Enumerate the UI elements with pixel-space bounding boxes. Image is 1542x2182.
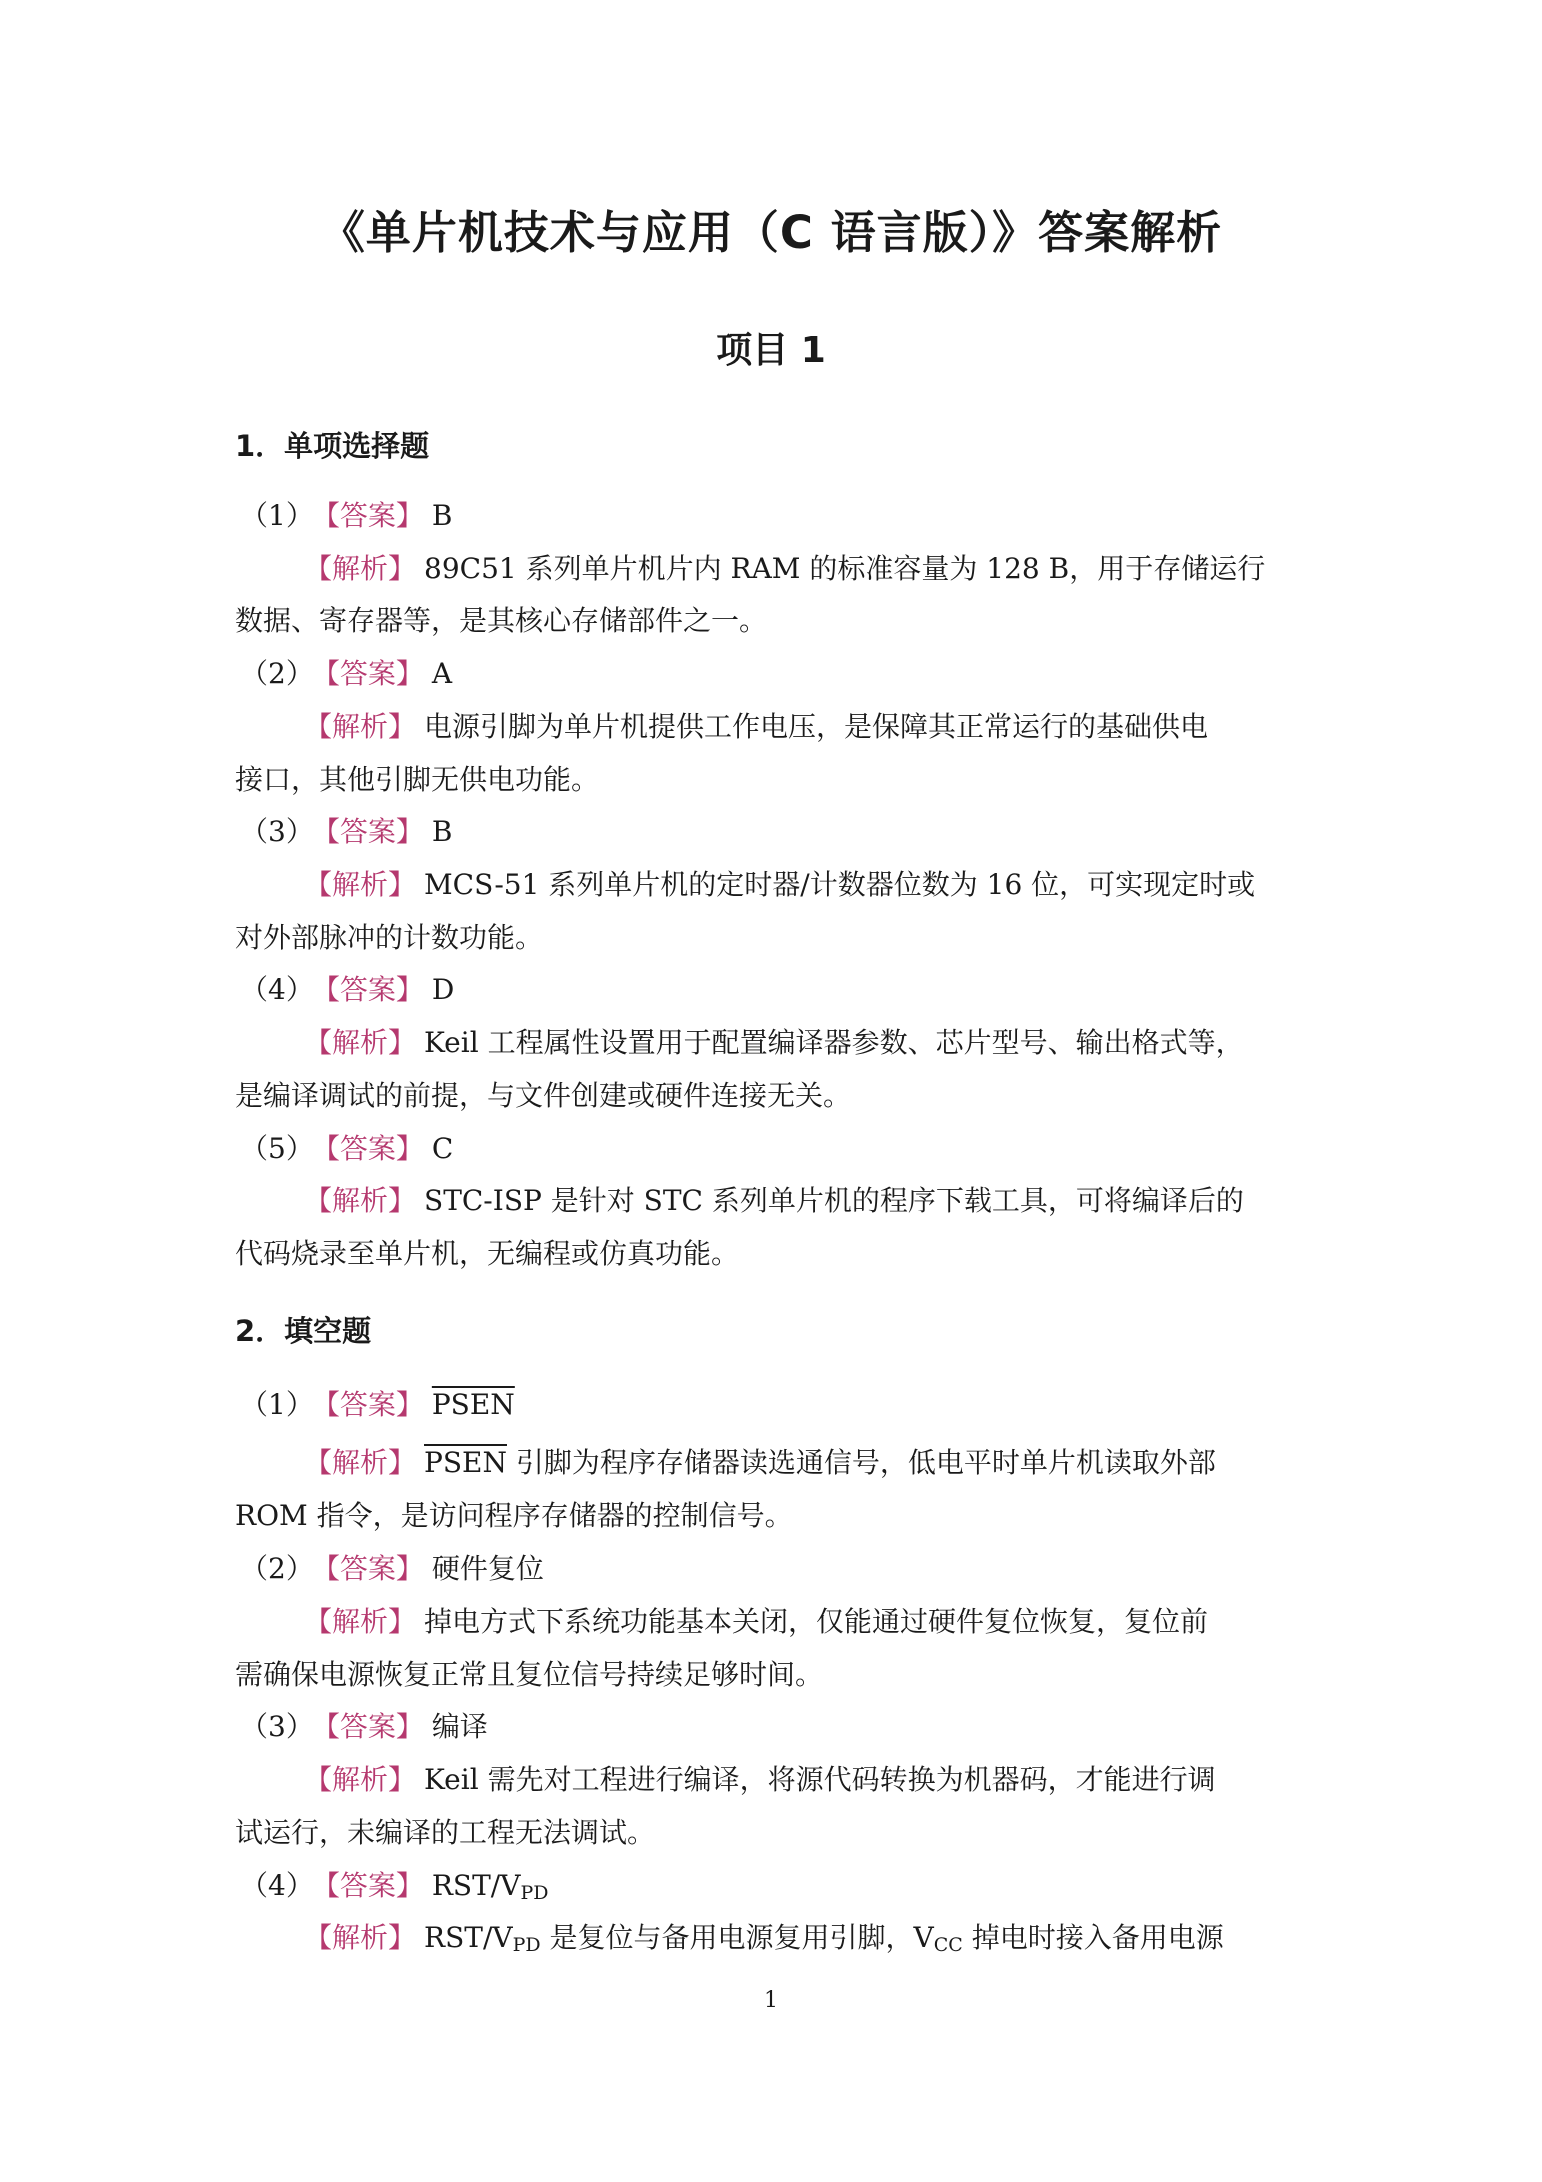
analysis-text: 是复位与备用电源复用引脚，V [540, 1921, 934, 1954]
answer-tag: 【答案】 [325, 657, 424, 690]
answer-tag: 【答案】 [325, 973, 424, 1006]
analysis-text: Keil 需先对工程进行编译，将源代码转换为机器码，才能进行调 [424, 1763, 1216, 1796]
answer-line [240, 1549, 544, 1589]
analysis-continuation: ROM 指令，是访问程序存储器的控制信号。 [235, 1499, 793, 1532]
answer-value: 编译 [431, 1710, 488, 1743]
answer-line [240, 1866, 548, 1913]
analysis-continuation: 是编译调试的前提，与文件创建或硬件连接无关。 [235, 1079, 852, 1112]
item-number: （5） [240, 1132, 314, 1165]
analysis-tag: 【解析】 [304, 1605, 417, 1638]
item-number: （4） [240, 973, 314, 1006]
analysis-continuation: 接口，其他引脚无供电功能。 [235, 763, 600, 796]
analysis-line [304, 865, 1255, 905]
answer-value: PSEN [431, 1388, 515, 1421]
answer-line [240, 496, 452, 536]
analysis-line [304, 1023, 1244, 1063]
analysis-tag: 【解析】 [304, 710, 417, 743]
answer-tag: 【答案】 [325, 1710, 424, 1743]
analysis-text-end: 掉电时接入备用电源 [962, 1921, 1224, 1954]
answer-value: B [431, 815, 453, 848]
analysis-continuation: 试运行，未编译的工程无法调试。 [235, 1816, 656, 1849]
item-number: （1） [240, 499, 314, 532]
item-number: （1） [240, 1388, 314, 1421]
answer-value: RST/V [431, 1869, 521, 1902]
answer-line [240, 1129, 453, 1169]
analysis-subscript: PD [512, 1934, 541, 1956]
project-title: 项目 1 [716, 330, 826, 371]
answer-tag: 【答案】 [325, 1388, 424, 1421]
analysis-text: 89C51 系列单片机片内 RAM 的标准容量为 128 B，用于存储运行 [424, 552, 1266, 585]
answer-line [240, 970, 454, 1010]
analysis-tag: 【解析】 [304, 552, 417, 585]
section-heading-fill-blank: 2．填空题 [235, 1314, 372, 1348]
answer-tag: 【答案】 [325, 1552, 424, 1585]
signal-symbol: PSEN [424, 1446, 507, 1479]
analysis-text: STC-ISP 是针对 STC 系列单片机的程序下载工具，可将编译后的 [424, 1184, 1244, 1217]
answer-value: B [431, 499, 453, 532]
analysis-tag: 【解析】 [304, 1184, 417, 1217]
answer-value: D [431, 973, 455, 1006]
analysis-tag: 【解析】 [304, 1763, 417, 1796]
analysis-continuation: 需确保电源恢复正常且复位信号持续足够时间。 [235, 1658, 824, 1691]
document-title: 《单片机技术与应用（C 语言版）》答案解析 [319, 206, 1223, 259]
analysis-line [304, 549, 1265, 589]
analysis-symbol: RST/V [424, 1921, 513, 1954]
answer-tag: 【答案】 [325, 499, 424, 532]
answer-value: C [431, 1132, 454, 1165]
analysis-tag: 【解析】 [304, 1446, 417, 1479]
item-number: （3） [240, 815, 314, 848]
analysis-text: MCS-51 系列单片机的定时器/计数器位数为 16 位，可实现定时或 [424, 868, 1256, 901]
analysis-line [304, 1602, 1208, 1642]
analysis-tag: 【解析】 [304, 1026, 417, 1059]
analysis-continuation: 代码烧录至单片机，无编程或仿真功能。 [235, 1237, 740, 1270]
item-number: （4） [240, 1869, 314, 1902]
analysis-text: 引脚为程序存储器读选通信号，低电平时单片机读取外部 [506, 1446, 1216, 1479]
analysis-continuation: 数据、寄存器等，是其核心存储部件之一。 [235, 604, 768, 637]
item-number: （2） [240, 1552, 314, 1585]
analysis-line [304, 707, 1208, 747]
page-number: 1 [764, 1988, 778, 2013]
answer-tag: 【答案】 [325, 815, 424, 848]
analysis-text: 电源引脚为单片机提供工作电压，是保障其正常运行的基础供电 [424, 710, 1209, 743]
answer-value: 硬件复位 [431, 1552, 544, 1585]
answer-line [240, 1385, 515, 1425]
vcc-subscript: CC [933, 1934, 963, 1956]
answer-line [240, 812, 452, 852]
analysis-line [304, 1760, 1216, 1800]
answer-value: A [431, 657, 453, 690]
item-number: （3） [240, 1710, 314, 1743]
analysis-continuation: 对外部脉冲的计数功能。 [235, 921, 544, 954]
analysis-tag: 【解析】 [304, 868, 417, 901]
analysis-line [304, 1443, 1216, 1483]
analysis-text: 掉电方式下系统功能基本关闭，仅能通过硬件复位恢复，复位前 [424, 1605, 1209, 1638]
section-heading-single-choice: 1．单项选择题 [235, 429, 430, 463]
answer-line [240, 1707, 488, 1747]
analysis-line [304, 1181, 1244, 1221]
analysis-line [304, 1918, 1224, 1965]
answer-tag: 【答案】 [325, 1869, 424, 1902]
answer-line [240, 654, 452, 694]
answer-subscript: PD [520, 1882, 549, 1904]
answer-tag: 【答案】 [325, 1132, 424, 1165]
analysis-tag: 【解析】 [304, 1921, 417, 1954]
analysis-text: Keil 工程属性设置用于配置编译器参数、芯片型号、输出格式等， [424, 1026, 1244, 1059]
item-number: （2） [240, 657, 314, 690]
